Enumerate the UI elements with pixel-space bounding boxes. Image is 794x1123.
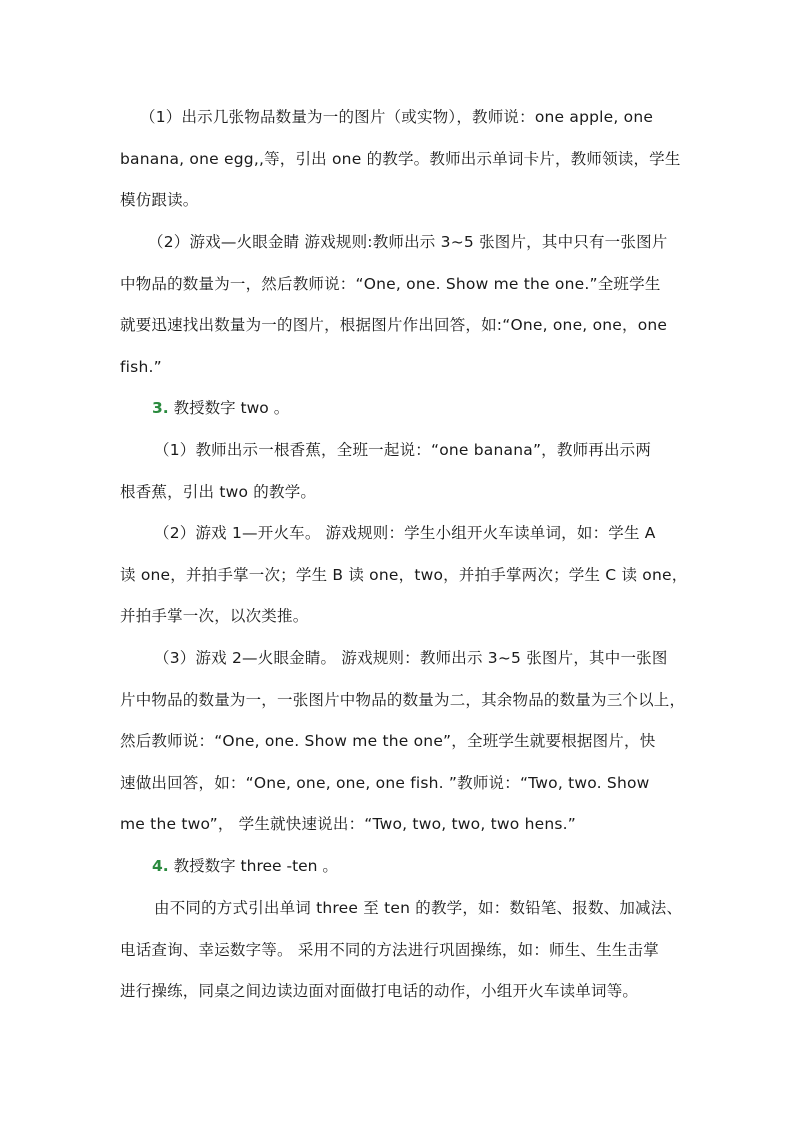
text-line: 片中物品的数量为一，一张图片中物品的数量为二，其余物品的数量为三个以上，	[120, 690, 686, 709]
paragraph-game-sharp-eyes-two	[120, 638, 686, 846]
paragraph-three-to-ten	[120, 888, 683, 1013]
section-heading-two	[152, 388, 289, 430]
text-line: 然后教师说：“One, one. Show me the one”，全班学生就要根据图片，快	[120, 732, 656, 751]
paragraph-show-banana	[120, 430, 676, 513]
text-line: （2）游戏—火眼金睛 游戏规则:教师出示 3~5 张图片，其中只有一张图片	[148, 233, 668, 251]
text-line: 速做出回答，如：“One, one, one, one fish. ”教师说：“Two, two. Show	[120, 773, 650, 792]
paragraph-show-one	[120, 97, 681, 222]
text-line: （2）游戏 1—开火车。 游戏规则：学生小组开火车读单词，如：学生 A	[154, 524, 656, 542]
heading-text: 教授数字 two 。	[168, 399, 290, 417]
text-line: 进行操练，同桌之间边读边面对面做打电话的动作，小组开火车读单词等。	[120, 982, 639, 1001]
text-line: 由不同的方式引出单词 three 至 ten 的教学，如：数铅笔、报数、加减法、	[154, 899, 683, 917]
text-line: （3）游戏 2—火眼金睛。 游戏规则：教师出示 3~5 张图片，其中一张图	[154, 649, 668, 667]
heading-number: 4.	[152, 857, 169, 875]
text-line: 就要迅速找出数量为一的图片，根据图片作出回答，如:“One, one, one，one	[120, 316, 668, 335]
text-line: 模仿跟读。	[120, 191, 199, 210]
text-line: me the two”， 学生就快速说出：“Two, two, two, two hens.”	[120, 815, 576, 834]
text-line: 中物品的数量为一，然后教师说：“One, one. Show me the one.”全班学生	[120, 274, 661, 293]
paragraph-game-train	[120, 513, 688, 638]
text-line: banana, one egg,,等，引出 one 的教学。教师出示单词卡片，教师领读，学生	[120, 149, 681, 168]
text-line: 读 one，并拍手掌一次；学生 B 读 one，two，并拍手掌两次；学生 C 读 one，	[120, 565, 688, 584]
text-line: 根香蕉，引出 two 的教学。	[120, 482, 317, 501]
heading-text: 教授数字 three -ten 。	[168, 857, 338, 875]
heading-number: 3.	[152, 399, 169, 417]
text-line: fish.”	[120, 357, 162, 376]
paragraph-game-sharp-eyes-one	[120, 222, 676, 388]
section-heading-three-ten	[152, 846, 338, 888]
text-line: （1）出示几张物品数量为一的图片（或实物），教师说：one apple, one	[140, 108, 654, 126]
text-line: 电话查询、幸运数字等。 采用不同的方法进行巩固操练，如：师生、生生击掌	[120, 940, 659, 959]
text-line: （1）教师出示一根香蕉，全班一起说：“one banana”，教师再出示两	[154, 441, 652, 459]
text-line: 并拍手掌一次，以次类推。	[120, 607, 309, 626]
